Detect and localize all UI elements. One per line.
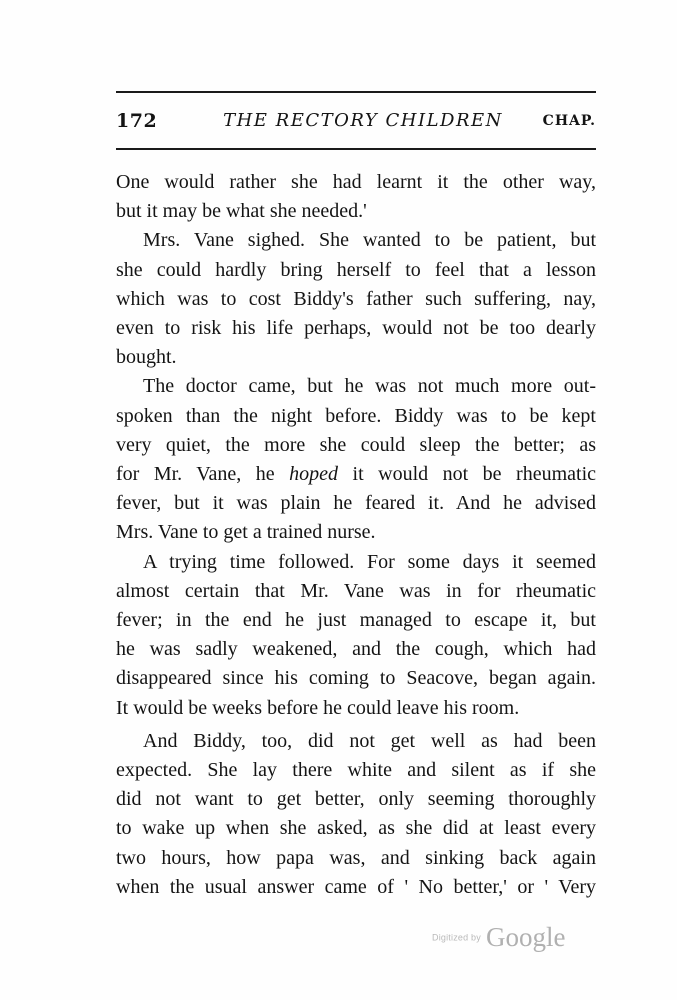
text-line: Mrs. Vane to get a trained nurse. [116, 521, 376, 544]
running-title: THE RECTORY CHILDREN [223, 110, 503, 131]
text-line: fever; in the end he just managed to escape it, but [116, 609, 596, 632]
italic-word: hoped [289, 463, 339, 486]
text-line: which was to cost Biddy's father such suffering, nay, [116, 287, 596, 310]
text-line: spoken than the night before. Biddy was to be kept [116, 404, 596, 427]
text-line: very quiet, the more she could sleep the better; as [116, 433, 596, 456]
text-line: did not want to get better, only seeming thoroughly [116, 788, 596, 811]
text-line: disappeared since his coming to Seacove, began again. [116, 667, 596, 690]
text-line: but it may be what she needed.' [116, 200, 367, 223]
text-line: she could hardly bring herself to feel that a lesson [116, 258, 596, 281]
text-line: And Biddy, too, did not get well as had been [143, 729, 596, 752]
text-line: expected. She lay there white and silent as if she [116, 759, 596, 782]
chapter-abbrev: CHAP. [542, 113, 596, 129]
text-fragment: it would not be rheumatic [338, 463, 597, 486]
top-rule [116, 91, 596, 93]
text-line: The doctor came, but he was not much more out- [143, 375, 596, 398]
text-line: It would be weeks before he could leave his room. [116, 696, 520, 719]
text-fragment: for Mr. Vane, he [116, 463, 290, 486]
text-line: almost certain that Mr. Vane was in for rheumatic [116, 579, 596, 602]
text-line: he was sadly weakened, and the cough, which had [116, 638, 596, 661]
text-line-with-italic [116, 460, 596, 489]
text-line: One would rather she had learnt it the other way, [116, 171, 596, 193]
text-line: even to risk his life perhaps, would not be too dearly [116, 317, 596, 340]
text-line: bought. [116, 346, 177, 369]
text-line: Mrs. Vane sighed. She wanted to be patient, but [143, 229, 596, 252]
page-number: 172 [116, 110, 158, 132]
text-line: two hours, how papa was, and sinking back again [116, 846, 596, 869]
watermark-prefix: Digitized by [432, 932, 481, 943]
digitized-watermark [432, 922, 566, 953]
body-text [116, 168, 596, 902]
header-rule [116, 148, 596, 150]
text-line: to wake up when she asked, as she did at least every [116, 817, 596, 840]
text-line: fever, but it was plain he feared it. And he advised [116, 492, 596, 515]
page-header [116, 110, 596, 140]
text-line: A trying time followed. For some days it seemed [143, 550, 596, 573]
google-logo: Google [486, 922, 566, 952]
text-line: when the usual answer came of ' No better,' or ' Very [116, 875, 596, 898]
